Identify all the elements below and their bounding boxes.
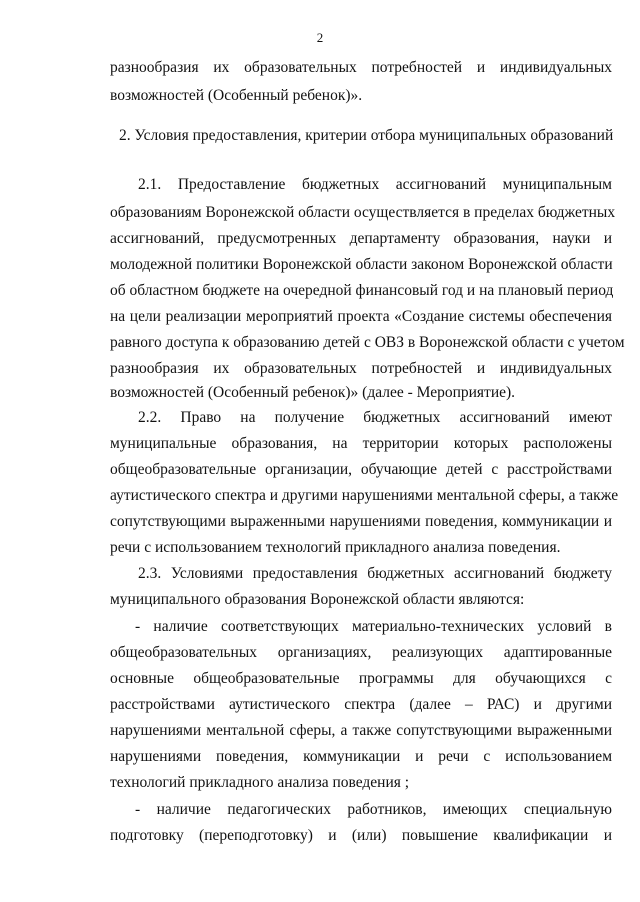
text-line: муниципального образования Воронежской области являются: — [110, 591, 525, 608]
page-number: 2 — [316, 30, 324, 45]
text-line: 2.2. Право на получение бюджетных ассигнований имеют — [138, 409, 612, 426]
text-line: подготовку (переподготовку) и (или) повышение квалификации и — [110, 827, 612, 844]
text-line: молодежной политики Воронежской области законом Воронежской области — [110, 256, 613, 273]
text-line: общеобразовательные организации, обучающие детей с расстройствами — [110, 461, 612, 478]
text-line: основные общеобразовательные программы для обучающихся с — [110, 670, 612, 687]
text-line: 2.3. Условиями предоставления бюджетных ассигнований бюджету — [138, 565, 612, 582]
list-item-line: - наличие педагогических работников, имеющих специальную — [135, 801, 612, 818]
text-line: муниципальные образования, на территории которых расположены — [110, 435, 612, 452]
text-line: 2.1. Предоставление бюджетных ассигнований муниципальным — [138, 176, 612, 193]
section-heading: 2. Условия предоставления, критерии отбора муниципальных образований — [119, 127, 614, 144]
text-line: сопутствующими выраженными нарушениями поведения, коммуникации и — [110, 513, 612, 530]
text-line: на цели реализации мероприятий проекта «Создание системы обеспечения — [110, 308, 612, 325]
text-line: об областном бюджете на очередной финансовый год и на плановый период — [110, 282, 614, 299]
text-line: нарушениями ментальной сферы, а также сопутствующими выраженными — [110, 722, 612, 739]
text-line: общеобразовательных организациях, реализующих адаптированные — [110, 644, 612, 661]
text-line: разнообразия их образовательных потребностей и индивидуальных — [110, 360, 612, 377]
text-line: возможностей (Особенный ребенок)» (далее - Мероприятие). — [110, 384, 516, 401]
text-line: нарушениями поведения, коммуникации и речи с использованием — [110, 748, 612, 765]
list-item-line: - наличие соответствующих материально-технических условий в — [135, 618, 612, 635]
text-line: речи с использованием технологий прикладного анализа поведения. — [110, 539, 561, 556]
text-line: технологий прикладного анализа поведения ; — [110, 774, 410, 791]
text-line: аутистического спектра и другими нарушениями ментальной сферы, а также — [110, 487, 619, 504]
text-line: разнообразия их образовательных потребностей и индивидуальных — [110, 59, 612, 76]
text-line: образованиям Воронежской области осуществляется в пределах бюджетных — [110, 204, 616, 221]
text-line: расстройствами аутистического спектра (далее – РАС) и другими — [110, 696, 612, 713]
text-line: возможностей (Особенный ребенок)». — [110, 87, 363, 104]
text-line: равного доступа к образованию детей с ОВЗ в Воронежской области с учетом — [110, 334, 625, 351]
text-line: ассигнований, предусмотренных департаменту образования, науки и — [110, 230, 612, 247]
